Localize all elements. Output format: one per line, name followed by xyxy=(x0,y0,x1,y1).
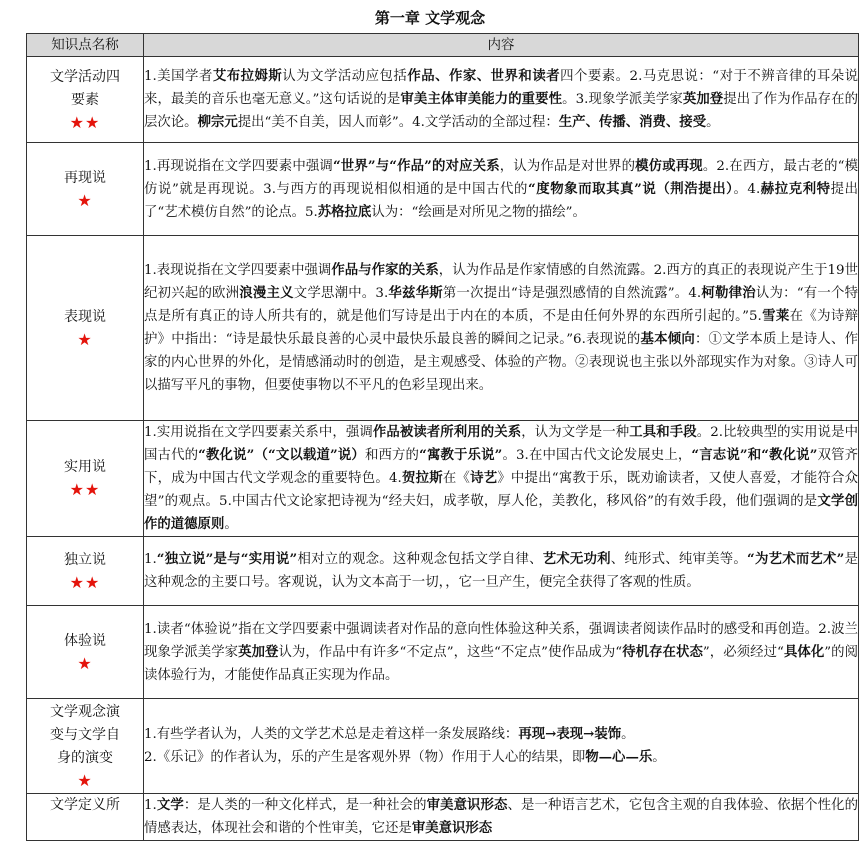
content-text: 文学思潮中。3. xyxy=(293,286,389,301)
key-term: 柳宗元 xyxy=(197,114,238,130)
content-text: ：是人类的一种文化样式，是一种社会的 xyxy=(183,798,427,813)
topic-name-cell xyxy=(27,537,144,606)
importance-stars: ★ xyxy=(77,770,93,790)
key-term: 具体化 xyxy=(783,643,825,660)
key-term: 作品、作家、世界和读者 xyxy=(407,68,561,84)
content-text: 双管齐下，成为中国古代文学观念的重要特色。4. xyxy=(144,448,859,486)
content-text: ，认为作品是作家情感的自然流露。2.西方的真正的表现说产生于19世纪初兴起的欧洲 xyxy=(144,263,858,301)
topic-name: 文学观念演 变与文学自 身的演变 xyxy=(50,703,120,766)
topic-name-cell xyxy=(27,699,144,794)
content-cell xyxy=(144,606,859,699)
table-row xyxy=(27,699,859,794)
key-term: “为艺术而艺术” xyxy=(747,551,845,567)
key-term: “世界”与“作品”的对应关系 xyxy=(332,157,500,174)
importance-stars: ★ xyxy=(77,329,93,349)
key-term: 雪莱 xyxy=(761,308,790,324)
content-paragraph xyxy=(144,155,858,224)
content-text: 在《为诗辩护》中指出：“诗是最快乐最良善的心灵中最快乐最良善的瞬间之记录。”6.表现说的 xyxy=(144,309,859,347)
key-term: 基本倾向 xyxy=(640,331,695,347)
content-cell xyxy=(144,699,859,794)
topic-name-cell xyxy=(27,606,144,699)
content-text: 。 xyxy=(706,115,720,130)
key-term: “言志说”和“教化说” xyxy=(691,447,818,463)
key-term: 贺拉斯 xyxy=(401,470,443,486)
key-term: “度物象而取其真”说（荆浩提出） xyxy=(528,180,734,197)
content-text: 提出“美不自美，因人而彰”。4.文学活动的全部过程： xyxy=(237,115,559,130)
importance-stars: ★★ xyxy=(69,112,101,132)
table-row xyxy=(27,421,859,537)
key-term: “独立说”是与“实用说” xyxy=(156,551,298,567)
content-text: 四个要素。2.马克思说：“对于不辨音律的耳朵说来，最美的音乐也毫无意义。”这句话说的是 xyxy=(144,69,859,107)
key-term: 再现→表现→装饰 xyxy=(518,726,622,742)
table-row xyxy=(27,537,859,606)
content-text: 。 xyxy=(621,727,635,742)
importance-stars: ★★ xyxy=(69,480,101,499)
topic-name: 独立说 xyxy=(64,551,106,568)
content-text: ，认为文学是一种 xyxy=(521,425,630,440)
content-paragraph xyxy=(144,746,858,769)
key-term: 英加登 xyxy=(682,91,724,107)
topic-name-cell xyxy=(27,143,144,236)
topic-name: 实用说 xyxy=(64,459,106,475)
content-text: 提出了“艺术模仿自然”的论点。5. xyxy=(144,181,859,220)
content-text: 1.美国学者 xyxy=(144,69,213,84)
content-text: 1.实用说指在文学四要素关系中，强调 xyxy=(144,425,373,440)
content-text: ”的阅读体验行为，才能使作品真正实现为作品。 xyxy=(144,644,859,683)
content-text: 。3.现象学派美学家 xyxy=(562,92,683,107)
content-text: 认为文学活动应包括 xyxy=(282,69,408,84)
content-text: 、是一种语言艺术，它包含主观的自我体验、依据个性化的情感表达，体现社会和谐的个性审美，它还是 xyxy=(144,798,859,836)
page-title: 第一章 文学观念 xyxy=(374,9,486,27)
content-text: 1.再现说指在文学四要素中强调 xyxy=(144,158,333,174)
topic-name-cell xyxy=(27,421,144,537)
key-term: 苏格拉底 xyxy=(317,203,372,220)
importance-stars: ★ xyxy=(77,190,93,210)
key-term: 艺术无功利 xyxy=(542,551,611,567)
content-text: ”，必须经过“ xyxy=(702,644,784,660)
content-text: 1.表现说指在文学四要素中强调 xyxy=(144,263,332,278)
key-term: 工具和手段 xyxy=(629,424,697,440)
key-term: 文学创作的道德原则 xyxy=(144,493,858,532)
content-text: ：①文学本质上是诗人、作家的内心世界的外化，是情感涌动时的创造，是主观感受、体验的产物。②表现说也主张以外部现实作为对象。③诗人可以描写平凡的事物，但要使事物以不平凡的色彩呈现出来。 xyxy=(144,332,859,393)
content-text: 。2.比较典型的实用说是中国古代的 xyxy=(144,425,859,463)
content-text: 2.《乐记》的作者认为，乐的产生是客观外界（物）作用于人心的结果，即 xyxy=(144,750,586,765)
table-row xyxy=(27,606,859,699)
header-topic-name: 知识点名称 xyxy=(27,34,144,57)
content-paragraph xyxy=(144,548,858,594)
topic-name: 文学定义所 xyxy=(50,797,120,813)
content-paragraph xyxy=(144,421,858,536)
key-term: “教化说”（“文以载道”说） xyxy=(198,447,365,463)
key-term: 审美主体审美能力的重要性 xyxy=(400,91,563,107)
key-term: 文学 xyxy=(156,797,184,813)
header-content: 内容 xyxy=(144,34,859,57)
key-term: 赫拉克利特 xyxy=(760,180,831,197)
key-term: 模仿或再现 xyxy=(635,157,703,174)
topic-name: 文学活动四 要素 xyxy=(50,68,120,108)
knowledge-table xyxy=(26,33,859,841)
content-paragraph xyxy=(144,259,858,397)
key-term: 作品被读者所利用的关系 xyxy=(372,424,522,440)
table-row xyxy=(27,143,859,236)
content-text: 第一次提出“诗是强烈感情的自然流露”。4. xyxy=(442,286,702,301)
key-term: 物—心—乐 xyxy=(585,749,653,765)
content-text: 。2.在西方，最古老的“模仿说”就是再现说。3.与西方的再现说相似相通的是中国古代的 xyxy=(144,158,859,197)
table-row xyxy=(27,236,859,421)
content-text: 认为：“绘画是对所见之物的描绘”。 xyxy=(371,204,586,220)
content-paragraph xyxy=(144,618,858,687)
topic-name: 再现说 xyxy=(64,169,106,186)
content-text: 1.读者“体验说”指在文学四要素中强调读者对作品的意向性体验这种关系，强调读者阅读作品时的感受和再创造。2.波兰现象学派美学家 xyxy=(144,621,858,660)
topic-name-cell xyxy=(27,57,144,143)
content-cell xyxy=(144,236,859,421)
key-term: 艾布拉姆斯 xyxy=(212,68,283,84)
content-paragraph xyxy=(144,65,858,134)
content-text: 。4. xyxy=(733,181,761,197)
key-term: 待机存在状态 xyxy=(622,643,703,660)
content-text: 相对立的观念。这种观念包括文学自律、 xyxy=(297,552,543,567)
content-cell xyxy=(144,421,859,537)
content-cell xyxy=(144,57,859,143)
content-paragraph xyxy=(144,723,858,746)
key-term: 生产、传播、消费、接受 xyxy=(558,114,707,130)
importance-stars: ★ xyxy=(77,653,93,673)
content-text: 。 xyxy=(224,517,238,532)
content-text: 1. xyxy=(144,798,157,813)
table-row xyxy=(27,794,859,841)
content-text: 提出了作为作品存在的层次论。 xyxy=(144,92,859,130)
key-term: “寓教于乐说” xyxy=(419,447,503,463)
content-text: 、纯形式、纯审美等。 xyxy=(610,552,748,567)
content-text: ，认为作品是对世界的 xyxy=(499,158,636,174)
content-cell xyxy=(144,794,859,841)
content-cell xyxy=(144,143,859,236)
key-term: 华兹华斯 xyxy=(388,285,443,301)
content-text: 1. xyxy=(144,552,157,567)
key-term: 作品与作家的关系 xyxy=(331,262,439,278)
content-text: 认为：“有一个特点是所有真正的诗人所共有的，就是他们写诗是出于内在的本质，不是由任何外界的东西所引起的。”5. xyxy=(144,286,859,324)
content-cell xyxy=(144,537,859,606)
key-term: 诗艺 xyxy=(470,470,498,486)
importance-stars: ★★ xyxy=(69,572,101,592)
content-text: 》中提出“寓教于乐，既劝谕读者，又使人喜爱，才能符合众望”的观点。5.中国古代文论家把诗视为“经夫妇，成孝敬，厚人伦，美教化，移风俗”的有效手段，他们强调的是 xyxy=(144,471,859,509)
key-term: 审美意识形态 xyxy=(426,797,508,813)
content-text: 和西方的 xyxy=(364,448,420,463)
key-term: 浪漫主义 xyxy=(239,285,294,301)
topic-name: 体验说 xyxy=(64,632,106,649)
key-term: 英加登 xyxy=(238,643,279,660)
content-text: 1.有些学者认为，人类的文学艺术总是走着这样一条发展路线： xyxy=(144,727,519,742)
content-text: 在《 xyxy=(442,471,471,486)
topic-name-cell xyxy=(27,236,144,421)
content-text: 是这种观念的主要口号。客观说，认为文本高于一切，，它一旦产生，便完全获得了客观的性质。 xyxy=(144,552,859,590)
topic-name-cell xyxy=(27,794,144,841)
content-paragraph xyxy=(144,794,858,840)
key-term: 审美意识形态 xyxy=(411,820,493,836)
content-text: 认为，作品中有许多“不定点”，这些“不定点”使作品成为“ xyxy=(278,644,623,660)
content-text: 。3.在中国古代文论发展史上， xyxy=(502,448,692,463)
table-header-row xyxy=(27,34,859,57)
content-text: 。 xyxy=(652,750,666,765)
topic-name: 表现说 xyxy=(64,308,106,325)
table-row xyxy=(27,57,859,143)
key-term: 柯勒律治 xyxy=(701,285,756,301)
